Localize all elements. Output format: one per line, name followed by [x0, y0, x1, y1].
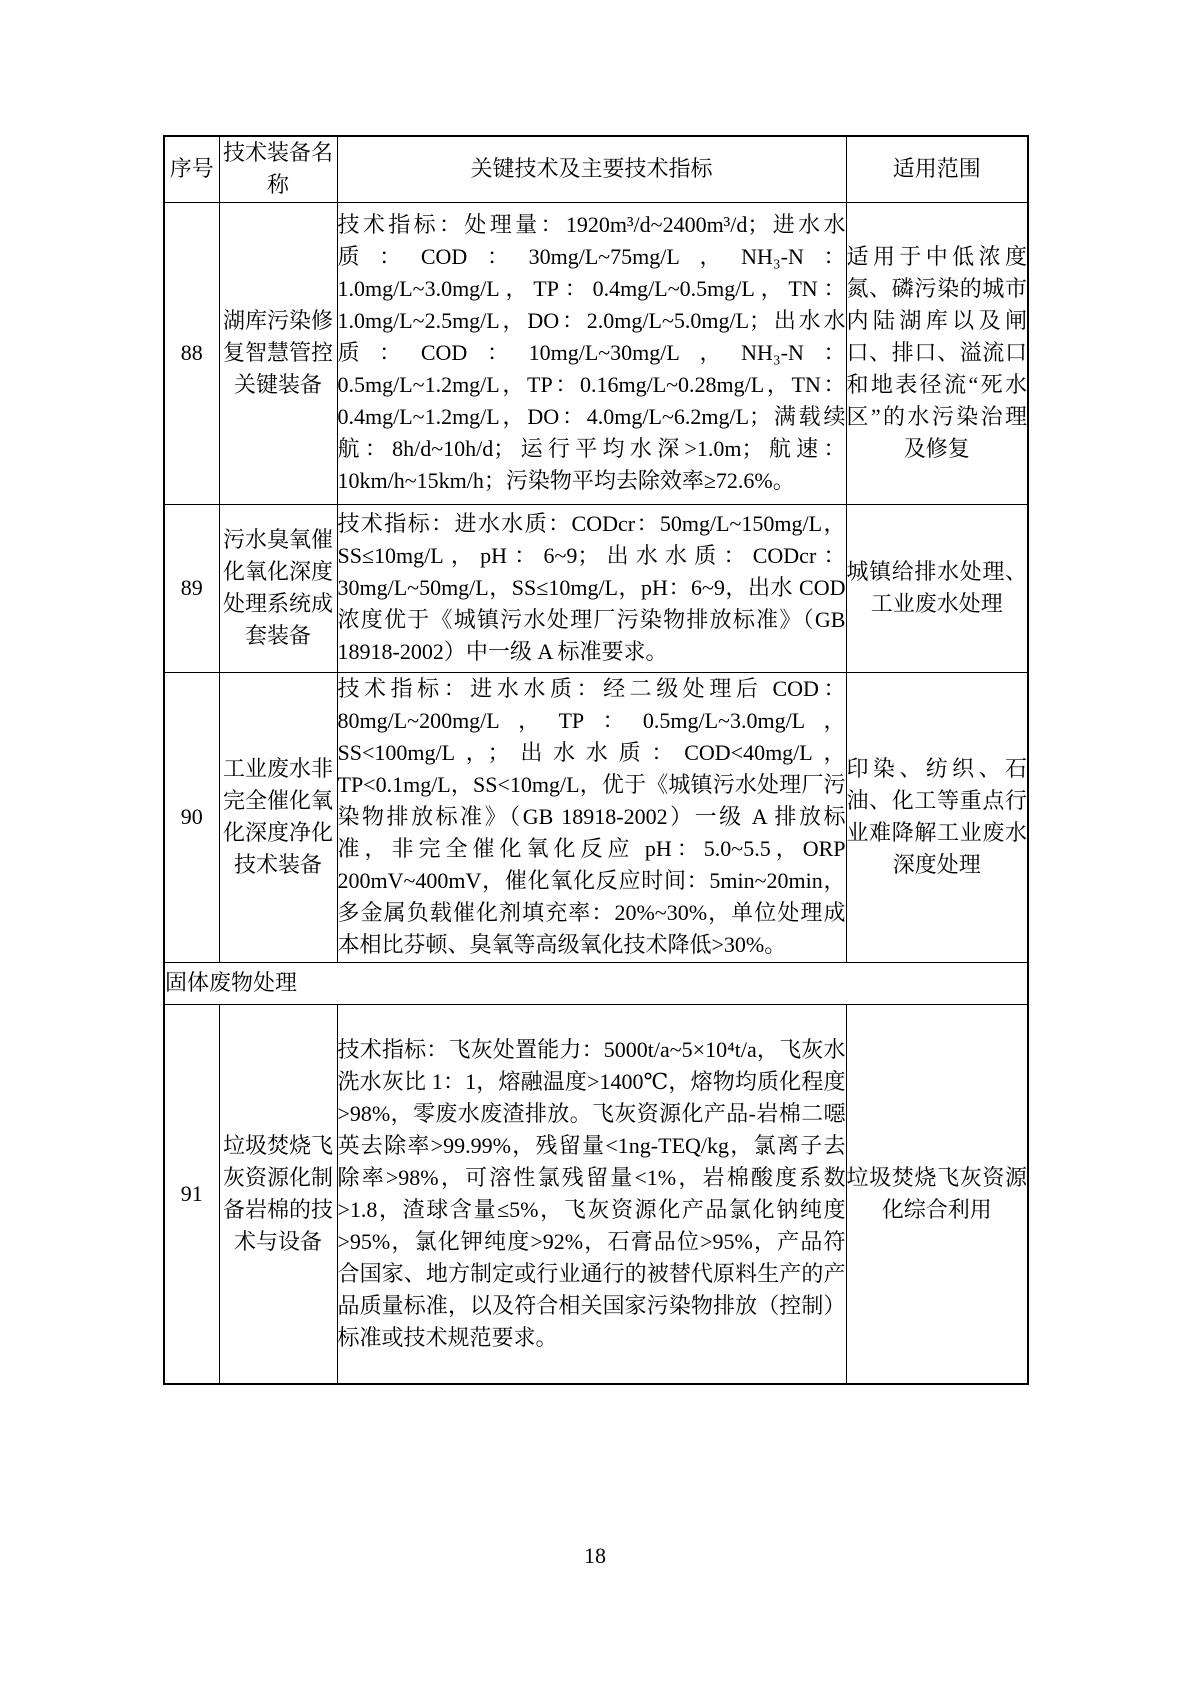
cell-scope: 城镇给排水处理、工业废水处理	[846, 504, 1028, 672]
cell-scope: 垃圾焚烧飞灰资源化综合利用	[846, 1004, 1028, 1384]
cell-equipment-name: 湖库污染修复智慧管控关键装备	[219, 202, 337, 504]
section-header-row	[164, 962, 1028, 1004]
table-row-89	[164, 504, 1028, 672]
cell-scope: 印染、纺织、石油、化工等重点行业难降解工业废水深度处理	[846, 672, 1028, 962]
table-row-91	[164, 1004, 1028, 1384]
cell-scope: 适用于中低浓度氮、磷污染的城市内陆湖库以及闸口、排口、溢流口和地表径流“死水区”的水污染治理及修复	[846, 202, 1028, 504]
cell-no: 91	[164, 1004, 219, 1384]
header-indicators: 关键技术及主要技术指标	[337, 136, 846, 202]
spec-table	[163, 135, 1029, 1385]
header-name: 技术装备名称	[219, 136, 337, 202]
table-row-90	[164, 672, 1028, 962]
cell-equipment-name: 工业废水非完全催化氧化深度净化技术装备	[219, 672, 337, 962]
header-no: 序号	[164, 136, 219, 202]
cell-no: 90	[164, 672, 219, 962]
header-scope: 适用范围	[846, 136, 1028, 202]
cell-no: 88	[164, 202, 219, 504]
cell-equipment-name: 污水臭氧催化氧化深度处理系统成套装备	[219, 504, 337, 672]
page-number: 18	[584, 1543, 606, 1568]
cell-indicators: 技术指标：进水水质：经二级处理后 COD：80mg/L~200mg/L，TP：0.5mg/L~3.0mg/L，SS<100mg/L，；出水水质：COD<40mg/L，TP<0.1mg/L，SS<10mg/L，优于《城镇污水处理厂污染物排放标准》（GB 18918-2002）一级 A 排放标准，非完全催化氧化反应 pH：5.0~5.5，ORP 200mV~400mV，催化氧化反应时间：5min~20min，多金属负载催化剂填充率：20%~30%，单位处理成本相比芬顿、臭氧等高级氧化技术降低>30%。	[337, 672, 846, 962]
cell-equipment-name: 垃圾焚烧飞灰资源化制备岩棉的技术与设备	[219, 1004, 337, 1384]
section-header-label: 固体废物处理	[164, 962, 1028, 1004]
table-row-88	[164, 202, 1028, 504]
table-header-row	[164, 136, 1028, 202]
cell-indicators: 技术指标：飞灰处置能力：5000t/a~5×10⁴t/a，飞灰水洗水灰比 1：1，熔融温度>1400℃，熔物均质化程度>98%，零废水废渣排放。飞灰资源化产品-岩棉二噁英去除率>99.99%，残留量<1ng-TEQ/kg，氯离子去除率>98%，可溶性氯残留量<1%，岩棉酸度系数>1.8，渣球含量≤5%，飞灰资源化产品氯化钠纯度>95%，氯化钾纯度>92%，石膏品位>95%，产品符合国家、地方制定或行业通行的被替代原料生产的产品质量标准，以及符合相关国家污染物排放（控制）标准或技术规范要求。	[337, 1004, 846, 1384]
cell-indicators: 技术指标：进水水质：CODcr：50mg/L~150mg/L，SS≤10mg/L，pH：6~9；出水水质：CODcr：30mg/L~50mg/L，SS≤10mg/L，pH：6~9，出水 COD 浓度优于《城镇污水处理厂污染物排放标准》（GB 18918-2002）中一级 A 标准要求。	[337, 504, 846, 672]
cell-no: 89	[164, 504, 219, 672]
cell-indicators: 技术指标：处理量：1920m³/d~2400m³/d；进水水质：COD：30mg/L~75mg/L，NH₃-N：1.0mg/L~3.0mg/L，TP：0.4mg/L~0.5mg/L，TN：1.0mg/L~2.5mg/L，DO：2.0mg/L~5.0mg/L；出水水质：COD：10mg/L~30mg/L，NH₃-N：0.5mg/L~1.2mg/L，TP：0.16mg/L~0.28mg/L，TN：0.4mg/L~1.2mg/L，DO：4.0mg/L~6.2mg/L；满载续航：8h/d~10h/d；运行平均水深>1.0m；航速：10km/h~15km/h；污染物平均去除效率≥72.6%。	[337, 202, 846, 504]
